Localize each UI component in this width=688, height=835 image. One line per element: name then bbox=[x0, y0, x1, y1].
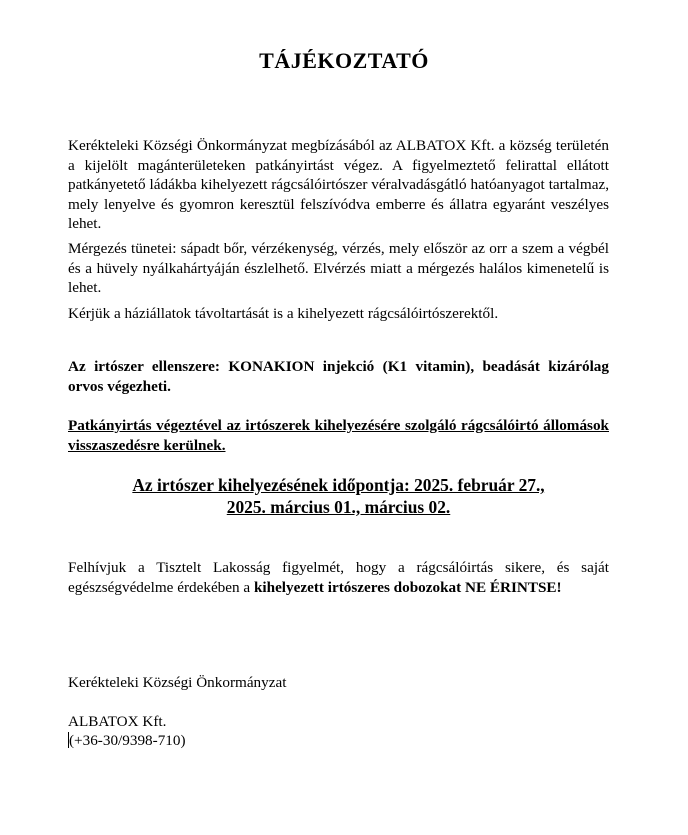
paragraph-intro: Kerékteleki Községi Önkormányzat megbízásából az ALBATOX Kft. a község területén a kijelölt magánterületeken patkányirtást végez. A figyelmeztető felirattal ellátott patkányetető ládákba kihelyezett rágcsálóirtószer véralvadásgátló hatóanyagot tartalmaz, mely lenyelve és gyomron keresztül felszívódva emberre és állatra egyaránt veszélyes lehet. bbox=[68, 137, 609, 232]
signature-company: ALBATOX Kft. bbox=[68, 713, 167, 730]
dates-line-1: Az irtószer kihelyezésének időpontja: 2025. február 27., bbox=[132, 475, 545, 495]
paragraph-symptoms: Mérgezés tünetei: sápadt bőr, vérzékenység, vérzés, mely először az orr a szem a végbél és a hüvely nyálkahártyáján észlelhető. Elvérzés miatt a mérgezés halálos kimenetelű is lehet. bbox=[68, 240, 609, 296]
warning-bold-text: kihelyezett irtószeres dobozokat NE ÉRINTSE! bbox=[253, 578, 562, 596]
dates-line-2: 2025. március 01., március 02. bbox=[226, 497, 451, 517]
dates-notice bbox=[68, 474, 609, 518]
document-title: TÁJÉKOZTATÓ bbox=[259, 48, 429, 73]
warning-text: Felhívjuk a Tisztelt Lakosság figyelmét, hogy a rágcsálóirtás sikere, és saját egészségvédelme érdekében a bbox=[68, 559, 609, 596]
paragraph-pets: Kérjük a háziállatok távoltartását is a kihelyezett rágcsálóirtószerektől. bbox=[68, 305, 499, 322]
signature-phone: (+36-30/9398-710) bbox=[69, 732, 186, 749]
paragraph-antidote: Az irtószer ellenszere: KONAKION injekció (K1 vitamin), beadását kizárólag orvos végezheti. bbox=[68, 358, 609, 395]
paragraph-removal: Patkányirtás végeztével az irtószerek kihelyezésére szolgáló rágcsálóirtó állomások visszaszedésre kerülnek. bbox=[68, 417, 609, 454]
paragraph-warning bbox=[68, 558, 609, 597]
signature-phone-line bbox=[68, 731, 186, 751]
signature-municipality: Kerékteleki Községi Önkormányzat bbox=[68, 674, 287, 691]
